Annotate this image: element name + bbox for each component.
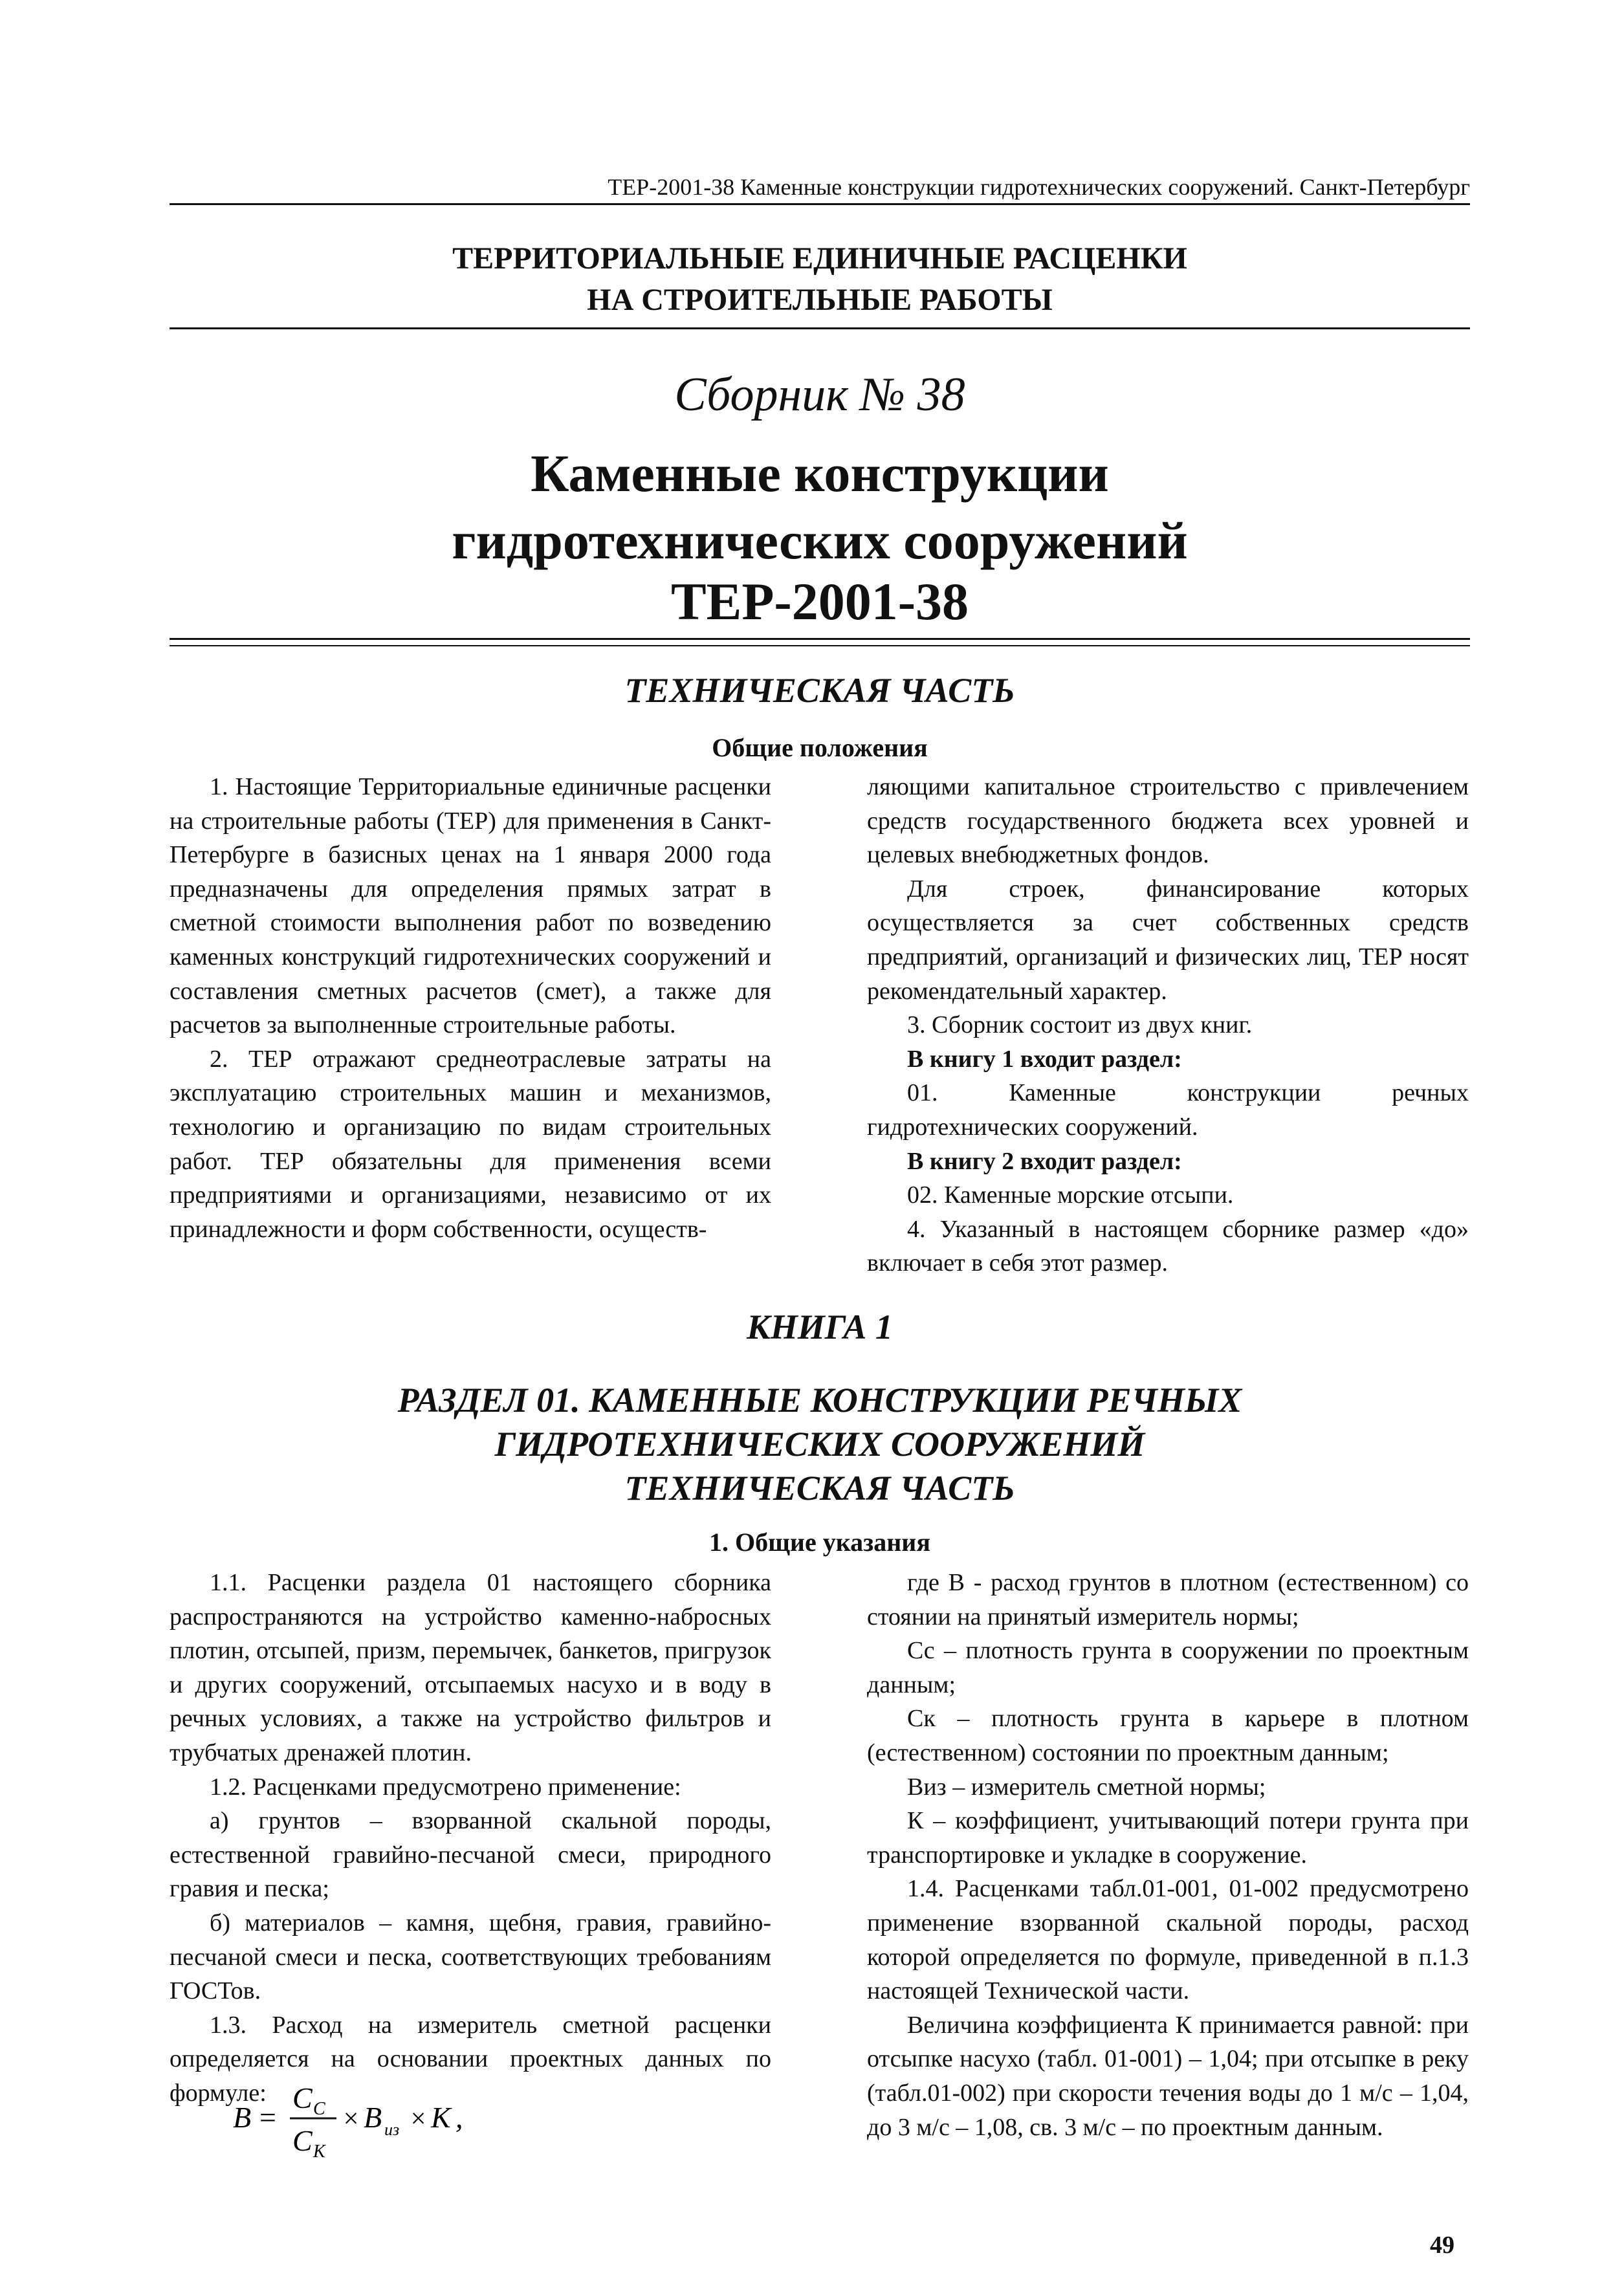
paragraph: 4. Указанный в настоящем сборнике размер «до» включает в себя этот размер. [867,1215,1469,1277]
paragraph: 3. Сборник состоит из двух книг. [907,1011,1253,1039]
paragraph: ляющими капитальное строительство с привлечением средств государственного бюджета всех уровней и целевых внебюджетных фондов. [867,773,1469,869]
paragraph: Виз – измеритель сметной нормы; [907,1773,1266,1801]
paragraph: 02. Каменные морские отсыпи. [907,1181,1234,1209]
section-right-column [867,1566,1469,2144]
formula-lhs: B [233,2101,252,2134]
general-provisions-heading: Общие положения [712,733,928,762]
paragraph: 2. ТЕР отражают среднеотраслевые затраты на эксплуатацию строительных машин и механизмов, технологию и организацию по видам строительных работ. ТЕР обязательны для применения всеми предприятиями и организациями, независимо от их принадлежности и форм собственности, осуществ- [170,1045,771,1243]
section-left-column [170,1566,771,2111]
book-heading: КНИГА 1 [747,1308,893,1346]
formula-numerator-sub: C [313,2099,325,2119]
section-heading-line2: ГИДРОТЕХНИЧЕСКИХ СООРУЖЕНИЙ [494,1425,1145,1464]
paragraph: б) материалов – камня, щебня, гравия, гравийно-песчаной смеси и песка, соответствующих требованиям ГОСТов. [170,1909,771,2005]
double-divider [170,638,1470,646]
main-heading-line2: НА СТРОИТЕЛЬНЫЕ РАБОТЫ [587,283,1053,317]
formula-multiplier-sub: из [384,2120,400,2139]
collection-subtitle-line1: Каменные конструкции [531,444,1109,503]
paragraph: Сс – плотность грунта в сооружении по проектным данным; [867,1637,1469,1698]
paragraph: 1. Настоящие Территориальные единичные расценки на строительные работы (ТЕР) для применения в Санкт-Петербурге в базисных ценах на 1 января 2000 года предназначены для определения прямых затрат в сметной стоимости выполнения работ по возведению каменных конструкций гидротехнических сооружений и составления сметных расчетов (смет), а также для расчетов за выполненные строительные работы. [170,773,771,1039]
paragraph: 1.4. Расценками табл.01-001, 01-002 предусмотрено применение взорванной скальной породы, расход которой определяется по формуле, приведенной в п.1.3 настоящей Технической части. [867,1875,1469,2005]
formula-svg [233,2077,621,2161]
section-heading [170,1378,1470,1510]
collection-subtitle-line2: гидротехнических сооружений [452,511,1188,570]
formula-equals: = [258,2101,278,2134]
formula-numerator: C [292,2081,313,2114]
paragraph: Величина коэффициента К принимается равной: при отсыпке насухо (табл. 01-001) – 1,04; при отсыпке в реку (табл.01-002) при скорости течения воды до 1 м/с – 1,04, до 3 м/с – 1,08, св. 3 м/с – по проектным данным. [867,2011,1469,2141]
section-heading-line1: РАЗДЕЛ 01. КАМЕННЫЕ КОНСТРУКЦИИ РЕЧНЫХ [397,1381,1242,1420]
page-number: 49 [1430,2232,1454,2259]
paragraph-bold: В книгу 2 входит раздел: [907,1147,1182,1175]
running-header: ТЕР-2001-38 Каменные конструкции гидротехнических сооружений. Санкт-Петербург [170,173,1470,205]
main-heading-line1: ТЕРРИТОРИАЛЬНЫЕ ЕДИНИЧНЫЕ РАСЦЕНКИ [452,241,1187,276]
formula [233,2077,621,2161]
paragraph: 01. Каменные конструкции речных гидротехнических сооружений. [867,1079,1469,1141]
technical-part-left-column [170,770,771,1246]
technical-part-right-column [867,770,1469,1280]
paragraph: где В - расход грунтов в плотном (естественном) со стоянии на принятый измеритель нормы; [867,1569,1469,1630]
collection-subtitle [170,440,1470,575]
collection-title: Сборник № 38 [674,368,965,421]
technical-part-heading: ТЕХНИЧЕСКАЯ ЧАСТЬ [624,671,1015,710]
formula-coefficient: K [431,2101,451,2134]
paragraph: Ск – плотность грунта в карьере в плотном (естественном) состоянии по проектным данным; [867,1705,1469,1766]
paragraph: 1.1. Расценки раздела 01 настоящего сборника распространяются на устройство каменно-набросных плотин, отсыпей, призм, перемычек, банкетов, пригрузок и других сооружений, отсыпаемых насухо и в воду в речных условиях, а также на устройство фильтров и трубчатых дренажей плотин. [170,1569,771,1766]
formula-comma: , [455,2101,463,2134]
paragraph: К – коэффициент, учитывающий потери грунта при транспортировке и укладке в сооружение. [867,1807,1469,1869]
paragraph: а) грунтов – взорванной скальной породы, естественной гравийно-песчаной смеси, природного гравия и песка; [170,1807,771,1903]
formula-multiplier: B [364,2101,382,2134]
paragraph: Для строек, финансирование которых осуществляется за счет собственных средств предприятий, организаций и физических лиц, ТЕР носят рекомендательный характер. [867,875,1469,1005]
paragraph: 1.2. Расценками предусмотрено применение: [210,1773,681,1801]
formula-denominator-sub: K [313,2142,325,2161]
collection-code: ТЕР-2001-38 [670,572,969,631]
general-instructions-heading: 1. Общие указания [709,1528,930,1557]
section-heading-line3: ТЕХНИЧЕСКАЯ ЧАСТЬ [624,1469,1015,1508]
formula-times: × [342,2104,360,2134]
formula-denominator: C [292,2124,313,2157]
main-heading [170,238,1470,329]
paragraph: 1.3. Расход на измеритель сметной расценки определяется на основании проектных данных по формуле: [170,2011,771,2107]
paragraph-bold: В книгу 1 входит раздел: [907,1045,1182,1073]
formula-times: × [409,2104,428,2134]
